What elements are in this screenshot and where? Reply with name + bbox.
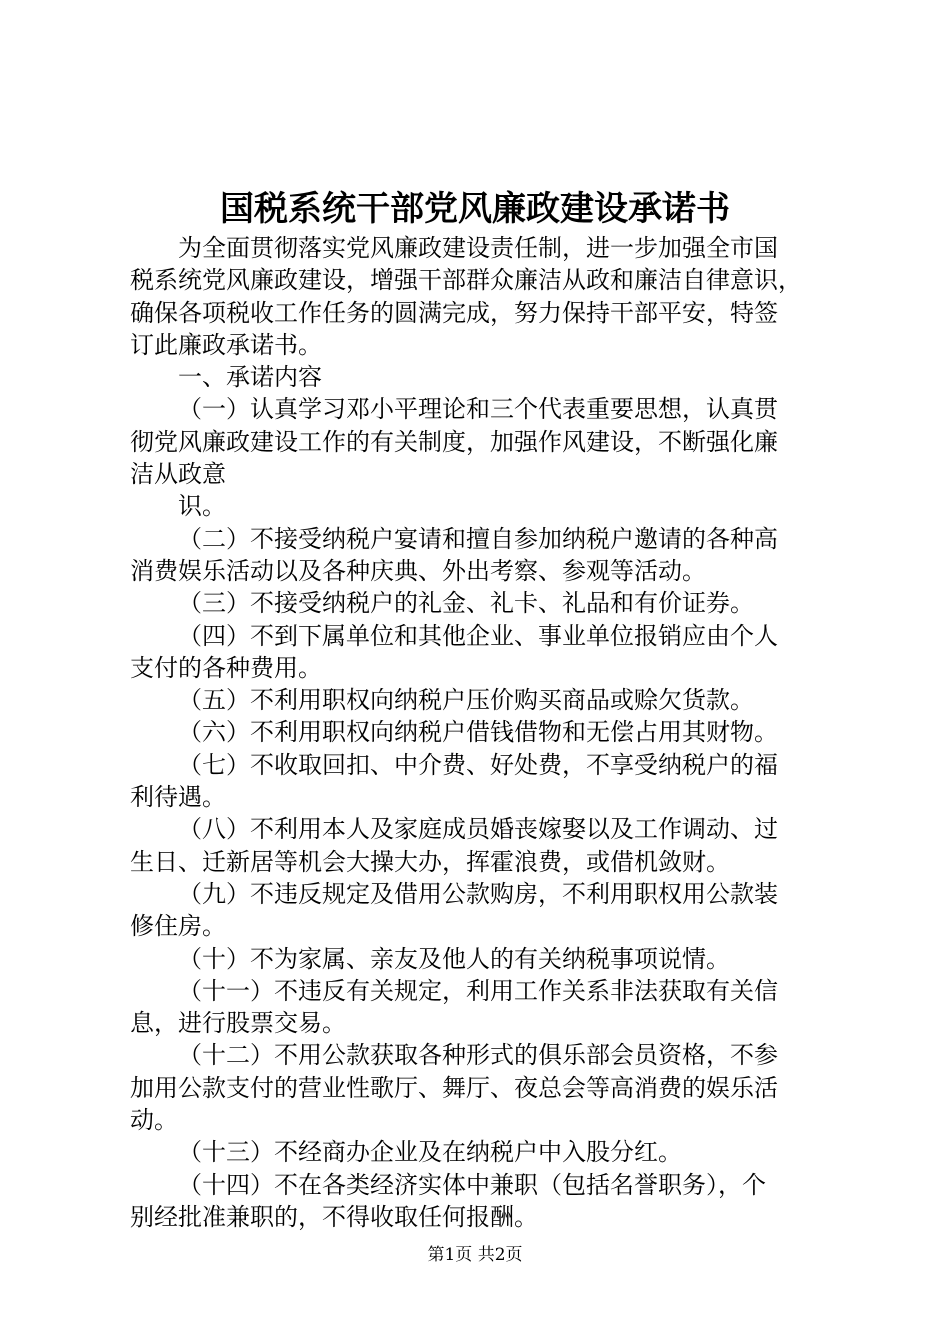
body-line: 为全面贯彻落实党风廉政建设责任制，进一步加强全市国 [178, 234, 778, 262]
body-line: 识。 [178, 492, 226, 521]
body-line: 修住房。 [130, 912, 226, 941]
body-line: （一）认真学习邓小平理论和三个代表重要思想，认真贯 [178, 395, 778, 424]
body-line: 消费娱乐活动以及各种庆典、外出考察、参观等活动。 [130, 556, 706, 585]
page-number-footer: 第1页 共2页 [427, 1245, 523, 1265]
body-line: （八）不利用本人及家庭成员婚丧嫁娶以及工作调动、过 [178, 815, 778, 844]
body-line: （七）不收取回扣、中介费、好处费，不享受纳税户的福 [178, 750, 778, 779]
body-line: 一、承诺内容 [178, 363, 322, 392]
body-line: 别经批准兼职的，不得收取任何报酬。 [130, 1202, 538, 1231]
body-line: （四）不到下属单位和其他企业、事业单位报销应由个人 [178, 621, 778, 650]
body-line: 动。 [130, 1106, 178, 1135]
body-line: （九）不违反规定及借用公款购房，不利用职权用公款装 [178, 879, 778, 908]
body-line: （三）不接受纳税户的礼金、礼卡、礼品和有价证券。 [178, 589, 754, 618]
body-line: （五）不利用职权向纳税户压价购买商品或赊欠货款。 [178, 686, 754, 715]
body-line: 订此廉政承诺书。 [130, 330, 322, 359]
body-line: （十）不为家属、亲友及他人的有关纳税事项说情。 [178, 944, 730, 973]
document-body [130, 232, 830, 1233]
body-line: 支付的各种费用。 [130, 653, 322, 682]
body-line: 确保各项税收工作任务的圆满完成，努力保持干部平安，特签 [130, 298, 778, 327]
body-line: （六）不利用职权向纳税户借钱借物和无偿占用其财物。 [178, 718, 778, 747]
body-line: 生日、迁新居等机会大操大办，挥霍浪费，或借机敛财。 [130, 847, 730, 876]
document-title: 国税系统干部党风廉政建设承诺书 [220, 189, 730, 229]
body-line: （二）不接受纳税户宴请和擅自参加纳税户邀请的各种高 [178, 524, 778, 553]
body-line: 洁从政意 [130, 460, 226, 489]
body-line: 税系统党风廉政建设，增强干部群众廉洁从政和廉洁自律意识， [130, 266, 802, 295]
body-line: （十二）不用公款获取各种形式的俱乐部会员资格，不参 [178, 1041, 778, 1070]
body-line: 彻党风廉政建设工作的有关制度，加强作风建设，不断强化廉 [130, 427, 778, 456]
body-line: （十一）不违反有关规定，利用工作关系非法获取有关信 [178, 976, 778, 1005]
body-line: 息，进行股票交易。 [130, 1009, 346, 1038]
body-line: （十四）不在各类经济实体中兼职（包括名誉职务），个 [178, 1170, 766, 1199]
body-line: （十三）不经商办企业及在纳税户中入股分红。 [178, 1138, 682, 1167]
body-line: 利待遇。 [130, 783, 226, 812]
body-line: 加用公款支付的营业性歌厅、舞厅、夜总会等高消费的娱乐活 [130, 1073, 778, 1102]
